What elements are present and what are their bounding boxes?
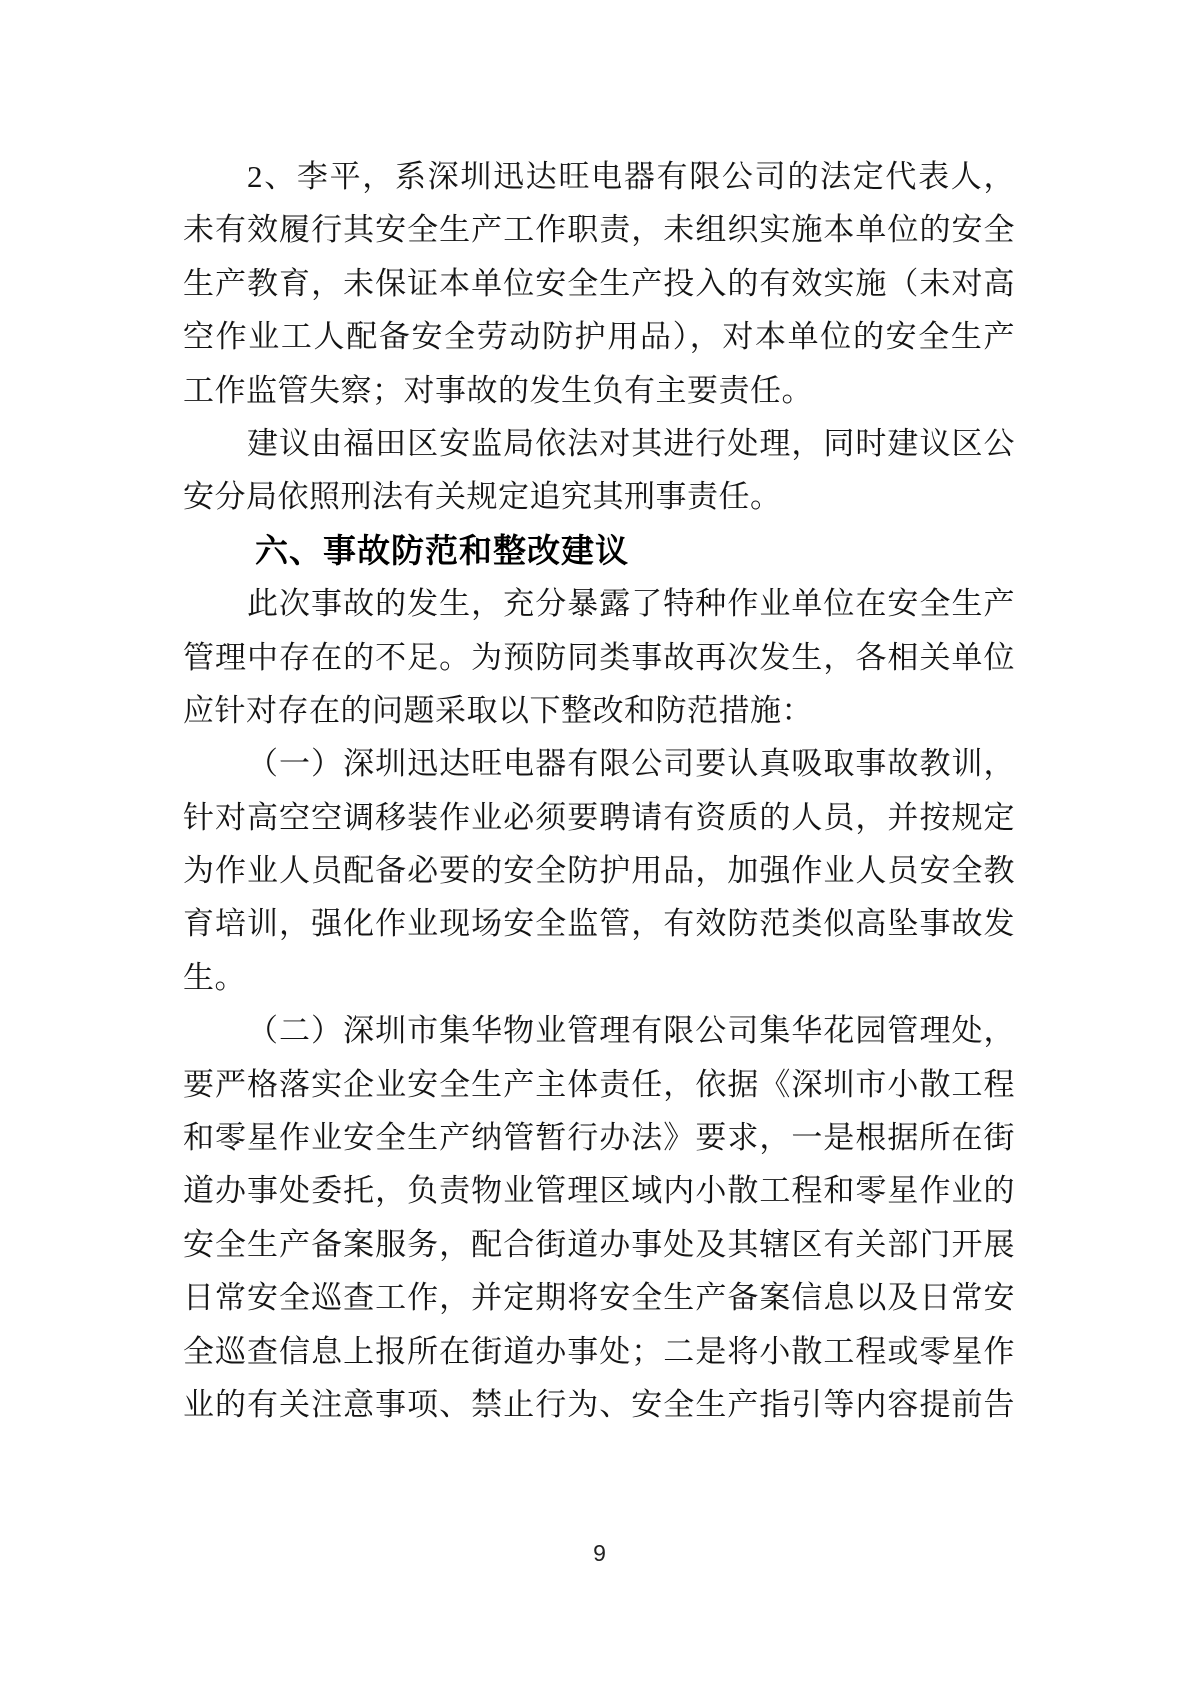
text-line: 生。 xyxy=(183,959,246,995)
text-line: （二）深圳市集华物业管理有限公司集华花园管理处， xyxy=(247,1013,1015,1049)
text-line: 安全生产备案服务，配合街道办事处及其辖区有关部门开展 xyxy=(183,1226,1015,1262)
text-line: 此次事故的发生，充分暴露了特种作业单位在安全生产 xyxy=(247,586,1015,622)
text-line: 安分局依照刑法有关规定追究其刑事责任。 xyxy=(183,479,782,515)
text-line: 2、李平，系深圳迅达旺电器有限公司的法定代表人， xyxy=(247,159,1015,194)
document-body xyxy=(183,150,1015,1431)
text-line: 业的有关注意事项、禁止行为、安全生产指引等内容提前告 xyxy=(183,1386,1015,1422)
text-line: 未有效履行其安全生产工作职责，未组织实施本单位的安全 xyxy=(183,212,1015,248)
text-line: 工作监管失察；对事故的发生负有主要责任。 xyxy=(183,372,813,408)
text-line: （一）深圳迅达旺电器有限公司要认真吸取事故教训， xyxy=(247,746,1015,782)
text-line: 育培训，强化作业现场安全监管，有效防范类似高坠事故发 xyxy=(183,906,1015,942)
text-line: 针对高空空调移装作业必须要聘请有资质的人员，并按规定 xyxy=(183,799,1015,835)
text-line: 生产教育，未保证本单位安全生产投入的有效实施（未对高 xyxy=(183,265,1015,301)
text-line: 为作业人员配备必要的安全防护用品，加强作业人员安全教 xyxy=(183,853,1015,889)
text-line: 建议由福田区安监局依法对其进行处理，同时建议区公 xyxy=(247,425,1015,461)
text-line: 日常安全巡查工作，并定期将安全生产备案信息以及日常安 xyxy=(183,1280,1015,1316)
text-line: 要严格落实企业安全生产主体责任，依据《深圳市小散工程 xyxy=(183,1066,1015,1102)
text-line: 管理中存在的不足。为预防同类事故再次发生，各相关单位 xyxy=(183,639,1015,675)
text-line: 应针对存在的问题采取以下整改和防范措施： xyxy=(183,692,813,728)
text-line: 道办事处委托，负责物业管理区域内小散工程和零星作业的 xyxy=(183,1173,1015,1209)
text-line: 和零星作业安全生产纳管暂行办法》要求，一是根据所在街 xyxy=(183,1120,1015,1156)
section-heading: 六、事故防范和整改建议 xyxy=(255,531,629,569)
text-line: 空作业工人配备安全劳动防护用品），对本单位的安全生产 xyxy=(183,319,1015,355)
page-number: 9 xyxy=(593,1540,606,1566)
text-line: 全巡查信息上报所在街道办事处；二是将小散工程或零星作 xyxy=(183,1333,1015,1369)
